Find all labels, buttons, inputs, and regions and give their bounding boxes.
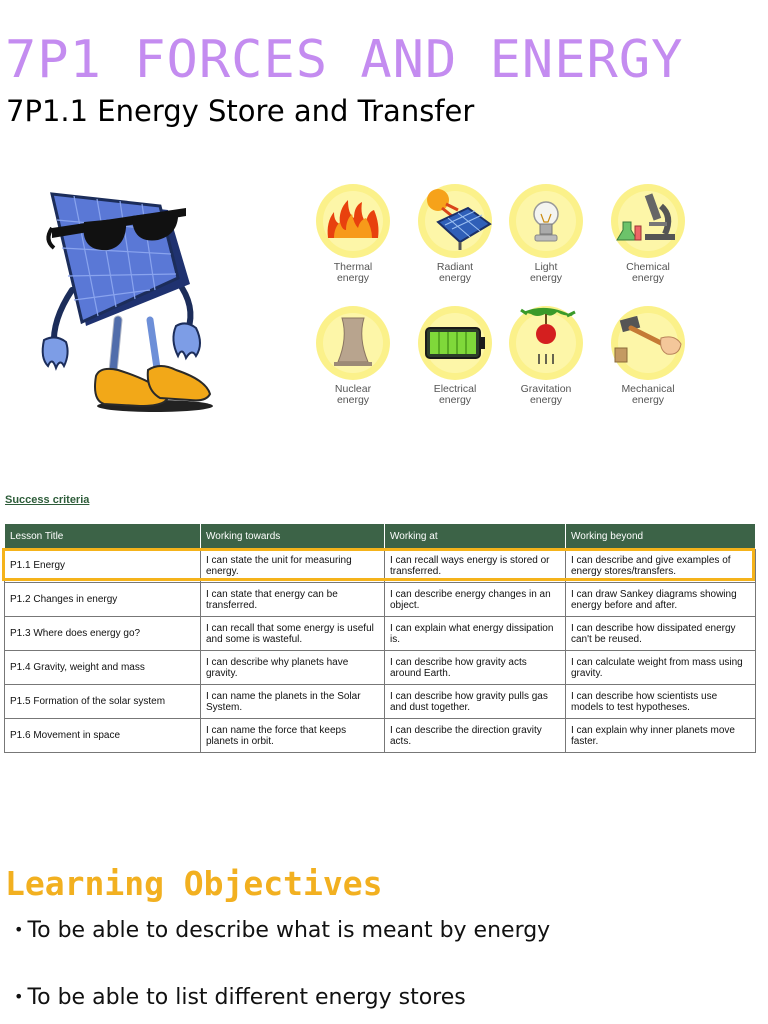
column-header-working-at: Working at (385, 524, 566, 549)
working-at-cell: I can explain what energy dissipation is. (385, 617, 566, 651)
page-subtitle: 7P1.1 Energy Store and Transfer (6, 94, 475, 128)
working-at-cell: I can describe the direction gravity acts. (385, 719, 566, 753)
flames-icon (314, 182, 392, 260)
lesson-title-cell: P1.1 Energy (5, 549, 201, 583)
energy-label-mechanical: Mechanical energy (621, 383, 675, 406)
energy-type-nuclear (305, 304, 401, 406)
column-header-lesson-title: Lesson Title (5, 524, 201, 549)
working-beyond-cell: I can describe how dissipated energy can't be reused. (566, 617, 756, 651)
working-towards-cell: I can state the unit for measuring energy. (201, 549, 385, 583)
energy-label-gravitation: Gravitation energy (520, 383, 572, 406)
bullet-icon: • (14, 920, 24, 939)
working-at-cell: I can describe energy changes in an object. (385, 583, 566, 617)
working-towards-cell: I can describe why planets have gravity. (201, 651, 385, 685)
working-towards-cell: I can name the planets in the Solar System. (201, 685, 385, 719)
table-row (5, 651, 756, 685)
lesson-title-cell: P1.6 Movement in space (5, 719, 201, 753)
energy-label-thermal: Thermal energy (333, 261, 373, 284)
working-towards-cell: I can name the force that keeps planets in orbit. (201, 719, 385, 753)
working-at-cell: I can describe how gravity pulls gas and dust together. (385, 685, 566, 719)
energy-type-thermal (305, 182, 401, 284)
success-criteria-heading: Success criteria (5, 494, 90, 506)
lesson-title-cell: P1.4 Gravity, weight and mass (5, 651, 201, 685)
working-towards-cell: I can recall that some energy is useful and some is wasteful. (201, 617, 385, 651)
column-header-working-towards: Working towards (201, 524, 385, 549)
table-row (5, 719, 756, 753)
energy-type-mechanical (600, 304, 696, 406)
learning-objectives-heading: Learning Objectives (5, 864, 383, 903)
objective-text: To be able to list different energy stores (27, 985, 466, 1010)
energy-type-electrical (407, 304, 503, 406)
table-row (5, 583, 756, 617)
falling-apple-icon (507, 304, 585, 382)
energy-label-chemical: Chemical energy (626, 261, 670, 284)
energy-label-radiant: Radiant energy (436, 261, 474, 284)
working-beyond-cell: I can explain why inner planets move faster. (566, 719, 756, 753)
table-row (5, 549, 756, 583)
working-beyond-cell: I can calculate weight from mass using gravity. (566, 651, 756, 685)
column-header-working-beyond: Working beyond (566, 524, 756, 549)
energy-label-light: Light energy (529, 261, 563, 284)
solar-panel-mascot-image (0, 170, 265, 425)
energy-types-grid (303, 180, 698, 420)
working-at-cell: I can recall ways energy is stored or transferred. (385, 549, 566, 583)
objective-item (14, 985, 466, 1010)
table-header-row (5, 524, 756, 549)
lesson-title-cell: P1.5 Formation of the solar system (5, 685, 201, 719)
working-at-cell: I can describe how gravity acts around Earth. (385, 651, 566, 685)
energy-label-electrical: Electrical energy (433, 383, 477, 406)
microscope-flask-icon (609, 182, 687, 260)
bullet-icon: • (14, 987, 24, 1006)
energy-type-light (498, 182, 594, 284)
objective-text: To be able to describe what is meant by energy (27, 918, 551, 943)
objective-item (14, 918, 550, 943)
page-title: 7P1 FORCES AND ENERGY (5, 30, 684, 90)
hammer-hand-icon (609, 304, 687, 382)
success-criteria-table (4, 523, 756, 753)
energy-type-radiant (407, 182, 503, 284)
cooling-tower-icon (314, 304, 392, 382)
light-bulb-icon (507, 182, 585, 260)
working-beyond-cell: I can draw Sankey diagrams showing energy before and after. (566, 583, 756, 617)
working-beyond-cell: I can describe how scientists use models to test hypotheses. (566, 685, 756, 719)
energy-type-gravitation (498, 304, 594, 406)
table-row (5, 685, 756, 719)
energy-label-nuclear: Nuclear energy (334, 383, 372, 406)
working-towards-cell: I can state that energy can be transferred. (201, 583, 385, 617)
energy-type-chemical (600, 182, 696, 284)
table-row (5, 617, 756, 651)
battery-icon (416, 304, 494, 382)
working-beyond-cell: I can describe and give examples of energy stores/transfers. (566, 549, 756, 583)
sun-solar-panel-icon (416, 182, 494, 260)
lesson-title-cell: P1.2 Changes in energy (5, 583, 201, 617)
lesson-title-cell: P1.3 Where does energy go? (5, 617, 201, 651)
